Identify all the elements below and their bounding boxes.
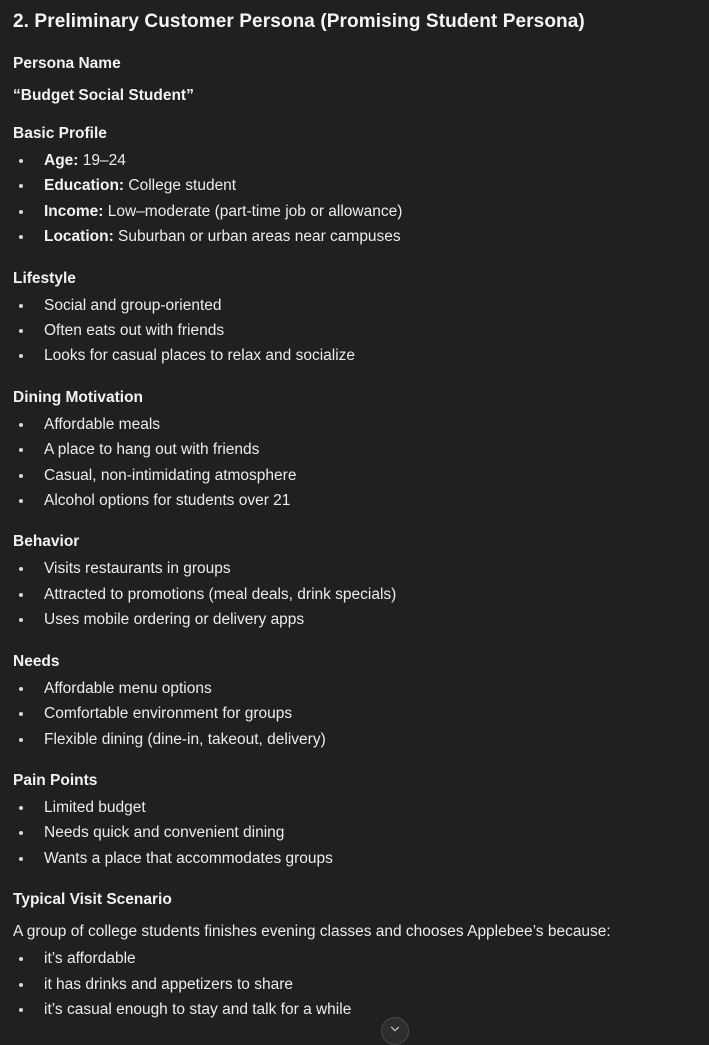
item-label: Location: — [44, 228, 114, 246]
section-heading-behavior: Behavior — [13, 533, 80, 551]
item-text: College student — [124, 177, 237, 195]
list-item — [44, 676, 693, 701]
section-heading-needs: Needs — [13, 652, 60, 670]
list-item — [44, 997, 693, 1022]
pain-points-list — [13, 795, 693, 871]
list-item — [44, 148, 693, 173]
item-text: it’s affordable — [44, 950, 136, 968]
item-text: Looks for casual places to relax and socialize — [44, 347, 356, 365]
list-item — [44, 318, 693, 343]
page-title: 2. Preliminary Customer Persona (Promising Student Persona) — [13, 11, 585, 32]
item-text: Suburban or urban areas near campuses — [113, 228, 401, 246]
persona-name-value: “Budget Social Student” — [13, 87, 194, 104]
list-item — [44, 701, 693, 726]
list-item — [44, 463, 693, 488]
item-label: Age: — [44, 152, 79, 169]
lifestyle-list — [13, 293, 693, 369]
item-text: Affordable meals — [44, 415, 161, 433]
basic-profile-list — [13, 148, 693, 250]
item-label: Income: — [44, 202, 104, 220]
list-item — [44, 293, 693, 318]
item-text: 19–24 — [78, 152, 126, 169]
section-heading-persona-name: Persona Name — [13, 55, 121, 72]
behavior-list — [13, 556, 693, 632]
needs-list — [13, 676, 693, 752]
item-text: Uses mobile ordering or delivery apps — [44, 611, 305, 629]
item-text: Wants a place that accommodates groups — [44, 849, 333, 867]
item-text: A place to hang out with friends — [44, 441, 260, 459]
item-text: Needs quick and convenient dining — [44, 824, 285, 842]
item-text: it’s casual enough to stay and talk for a while — [44, 1000, 352, 1018]
list-item — [44, 199, 693, 224]
section-heading-basic-profile: Basic Profile — [13, 125, 107, 142]
section-heading-dining-motivation: Dining Motivation — [13, 388, 144, 406]
item-text: Alcohol options for students over 21 — [44, 492, 291, 510]
list-item — [44, 795, 693, 820]
scroll-to-bottom-button[interactable] — [381, 1017, 409, 1045]
list-item — [44, 972, 693, 997]
list-item — [44, 343, 693, 368]
item-text: Social and group-oriented — [44, 296, 222, 314]
list-item — [44, 846, 693, 871]
section-heading-lifestyle: Lifestyle — [13, 269, 76, 287]
list-item — [44, 224, 693, 249]
item-text: Often eats out with friends — [44, 322, 225, 340]
list-item — [44, 946, 693, 971]
item-text: Low–moderate (part-time job or allowance) — [103, 202, 403, 220]
item-text: Attracted to promotions (meal deals, drink specials) — [44, 585, 397, 603]
item-text: Affordable menu options — [44, 679, 212, 697]
scenario-paragraph: A group of college students finishes evening classes and chooses Applebee’s because: — [13, 923, 611, 941]
list-item — [44, 582, 693, 607]
dining-motivation-list — [13, 412, 693, 514]
item-text: it has drinks and appetizers to share — [44, 975, 293, 993]
section-heading-typical-visit-scenario: Typical Visit Scenario — [13, 891, 172, 909]
item-text: Comfortable environment for groups — [44, 705, 293, 723]
chevron-down-icon — [388, 1022, 402, 1041]
scenario-list — [13, 946, 693, 1022]
item-label: Education: — [44, 177, 125, 195]
section-heading-pain-points: Pain Points — [13, 771, 98, 789]
list-item — [44, 412, 693, 437]
item-text: Casual, non-intimidating atmosphere — [44, 466, 297, 484]
item-text: Flexible dining (dine-in, takeout, delivery) — [44, 730, 326, 748]
list-item — [44, 820, 693, 845]
list-item — [44, 607, 693, 632]
item-text: Visits restaurants in groups — [44, 560, 231, 578]
list-item — [44, 488, 693, 513]
list-item — [44, 556, 693, 581]
item-text: Limited budget — [44, 798, 146, 816]
list-item — [44, 173, 693, 198]
list-item — [44, 727, 693, 752]
list-item — [44, 437, 693, 462]
